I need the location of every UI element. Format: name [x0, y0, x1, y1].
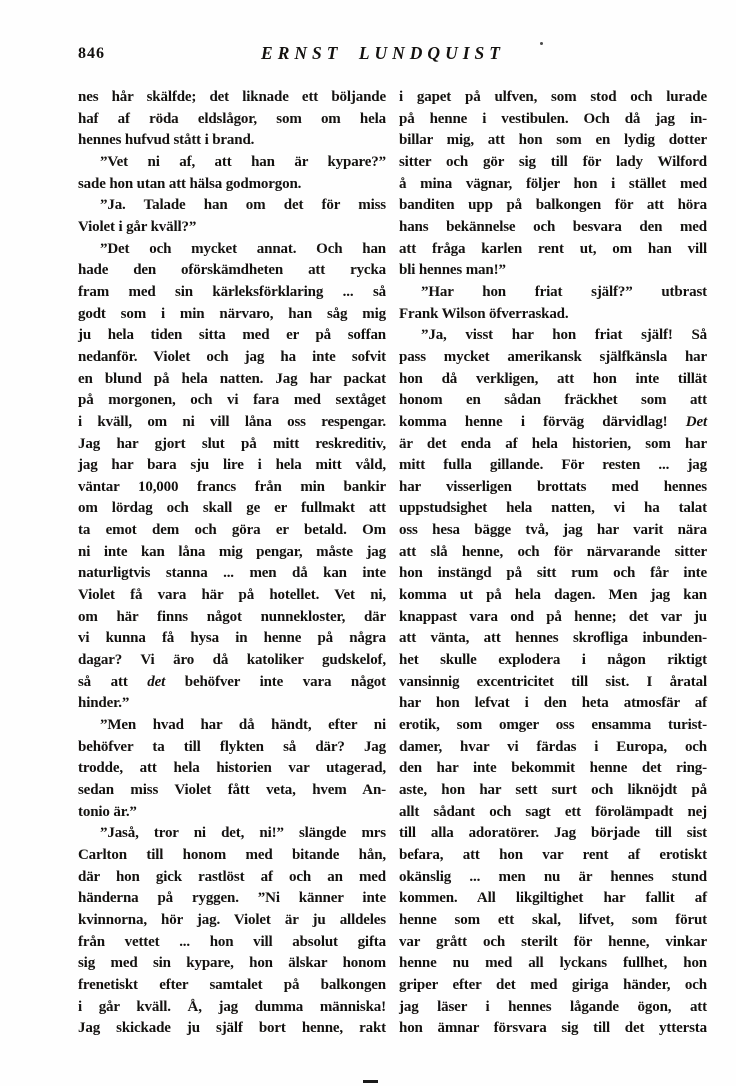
text-line: ”Ja, visst har hon friat själf! Så	[421, 327, 707, 344]
text-line: där hon gick rastlöst af och an med	[78, 868, 386, 885]
text-line: haf af röda eldslågor, som om hela	[78, 110, 386, 127]
text-line: är det enda af hela historien, som har	[399, 435, 707, 452]
text-line: ju hela tiden sitta med er på soffan	[78, 327, 386, 344]
text-line: naturligtvis stanna ... men då kan inte	[78, 565, 386, 582]
text-line: befara, att hon var rent af erotiskt	[399, 846, 707, 863]
text-line: sitter och gör sig till för lady Wilford	[399, 153, 707, 170]
text-line: Frank Wilson öfverraskad.	[399, 305, 569, 322]
text-line: godt som i min närvaro, han såg mig	[78, 305, 386, 322]
text-line: trodde, att hela historien var utagerad,	[78, 760, 386, 777]
text-line: hon instängd på sitt rum och får inte	[399, 565, 707, 582]
text-line: i gapet på ulfven, som stod och lurade	[399, 89, 707, 105]
text-line: komma ut på hela dagen. Men jag kan	[399, 587, 707, 604]
text-column-right	[399, 87, 707, 1040]
text-line: kvinnorna, hör jag. Violet är ju alldeles	[78, 911, 386, 928]
running-title: ERNST LUNDQUIST	[261, 43, 505, 63]
text-line: frenetiskt efter samtalet på balkongen	[78, 976, 386, 993]
text-column-left	[78, 87, 386, 1040]
text-line: henne nu med all lyckans fullhet, hon	[399, 955, 707, 972]
text-line: hinder.”	[78, 695, 130, 712]
text-line: mitt fulla gillande. För resten ... jag	[399, 457, 707, 474]
text-line: väntar 10,000 francs från min bankir	[78, 478, 386, 495]
text-line: okänslig ... men nu är hennes stund	[399, 868, 707, 885]
text-line: bli hennes man!”	[399, 262, 506, 279]
text-line: aste, hon har sett surt och liknöjdt på	[399, 782, 707, 798]
text-line: ”Ja. Talade han om det för miss	[100, 197, 386, 214]
text-line: Jag har gjort slut på mitt reskreditiv,	[78, 435, 386, 452]
text-line: ta emot dem och göra er betald. Om	[78, 522, 386, 539]
text-line: hans bekännelse och besvara den med	[399, 218, 707, 235]
text-line: oss hesa bägge två, jag har varit nära	[399, 522, 707, 539]
text-line: den har inte bekommit henne det ring-	[399, 760, 707, 777]
page-number: 846	[78, 45, 105, 62]
text-line: har visserligen brottats med hennes	[399, 478, 707, 495]
text-line: vansinnig excentricitet till sist. I åratal	[399, 673, 707, 690]
page-bottom-mark	[363, 1080, 378, 1083]
text-line: knappast vara ond på henne; det var ju	[399, 608, 707, 625]
text-line: att fråga karlen rent ut, om han vill	[399, 240, 707, 257]
text-line: i kväll, om ni vill låna oss respengar.	[78, 413, 386, 430]
text-line: sade hon utan att hälsa godmorgon.	[78, 175, 302, 192]
text-line: jag läser i hennes lågande ögon, att	[399, 998, 707, 1015]
text-line: har hon lefvat i den heta atmosfär af	[399, 695, 707, 712]
text-line: jag har bara sju lire i hela mitt våld,	[78, 457, 386, 474]
text-line: hon då verkligen, att hon inte tillät	[399, 370, 707, 387]
text-line: sig med sin kypare, hon älskar honom	[78, 955, 386, 972]
text-line: dagar? Vi äro då katoliker gudskelof,	[78, 652, 386, 669]
text-line: hade den oförskämdheten att rycka	[78, 262, 386, 279]
text-line: till alla adoratörer. Jag började till sist	[399, 825, 707, 842]
text-line: på henne i vestibulen. Och då jag in-	[399, 110, 707, 127]
text-line: henne som ett skal, lifvet, som förut	[399, 911, 707, 928]
text-line: billar mig, att hon som en lydig dotter	[399, 132, 707, 149]
text-line: pass mycket amerikansk själfkänsla har	[399, 348, 707, 365]
text-line: sedan miss Violet fått veta, hvem An-	[78, 782, 386, 798]
text-line: tonio är.”	[78, 803, 137, 820]
text-line: erotik, som omger oss ensamma turist-	[399, 717, 707, 734]
text-line: uppstudsighet hela natten, vi ha talat	[399, 500, 707, 517]
text-line: kommen. All likgiltighet har fallit af	[399, 890, 707, 907]
text-line: så att det behöfver inte vara något	[78, 673, 386, 690]
text-line: från vettet ... hon vill absolut gifta	[78, 933, 386, 950]
text-line: ”Men hvad har då händt, efter ni	[100, 717, 386, 734]
text-line: Violet i går kväll?”	[78, 218, 197, 235]
text-line: Carlton till honom med bitande hån,	[78, 846, 386, 863]
text-line: Jag skickade ju själf bort henne, rakt	[78, 1020, 386, 1037]
text-line: nedanför. Violet och jag ha inte sofvit	[78, 348, 386, 365]
text-line: nes hår skälfde; det liknade ett böljande	[78, 89, 386, 105]
text-line: ni inte kan låna mig pengar, måste jag	[78, 543, 386, 560]
text-line: Violet få vara här på hotellet. Vet ni,	[78, 587, 386, 604]
text-line: var grått och sterilt för henne, vinkar	[399, 933, 707, 950]
text-line: ”Det och mycket annat. Och han	[100, 240, 386, 257]
text-line: banditen upp på balkongen för att höra	[399, 197, 707, 214]
text-line: en blund på hela natten. Jag har packat	[78, 370, 386, 387]
text-line: vi kunna få hysa in henne på några	[78, 630, 386, 647]
text-line: fram med sin kärleksförklaring ... så	[78, 283, 386, 300]
text-line: att slå henne, och för närvarande sitter	[399, 543, 707, 560]
text-line: damer, hvar vi färdas i Europa, och	[399, 738, 707, 755]
text-line: hennes hufvud stått i brand.	[78, 132, 255, 149]
text-line: ”Vet ni af, att han är kypare?”	[100, 153, 386, 170]
text-line: griper efter det med giriga händer, och	[399, 976, 707, 993]
text-line: om här finns något nunnekloster, där	[78, 608, 386, 625]
text-line: ”Har hon friat själf?” utbrast	[421, 283, 707, 300]
text-line: å mina vägnar, följer hon i stället med	[399, 175, 707, 192]
text-line: händerna på ryggen. ”Ni känner inte	[78, 890, 386, 907]
text-line: hon ämnar försvara sig till det yttersta	[399, 1020, 707, 1037]
text-line: allt sådant och sagt ett förolämpadt nej	[399, 803, 707, 820]
text-line: het skulle explodera i någon riktigt	[399, 652, 707, 669]
text-line: om lördag och skall ge er fullmakt att	[78, 500, 386, 517]
text-line: komma henne i förväg därvidlag! Det	[399, 413, 707, 430]
text-line: på morgonen, och vi fara med sextåget	[78, 392, 386, 409]
text-line: behöfver ta till flykten så där? Jag	[78, 738, 386, 755]
text-line: honom en sådan fräckhet som att	[399, 392, 707, 409]
text-line: att vänta, att hennes skrofliga inbunden-	[399, 630, 707, 647]
text-columns	[78, 87, 707, 1040]
text-line: i går kväll. Å, jag dumma människa!	[78, 998, 386, 1015]
ink-speck	[540, 42, 543, 45]
text-line: ”Jaså, tror ni det, ni!” slängde mrs	[100, 825, 386, 842]
